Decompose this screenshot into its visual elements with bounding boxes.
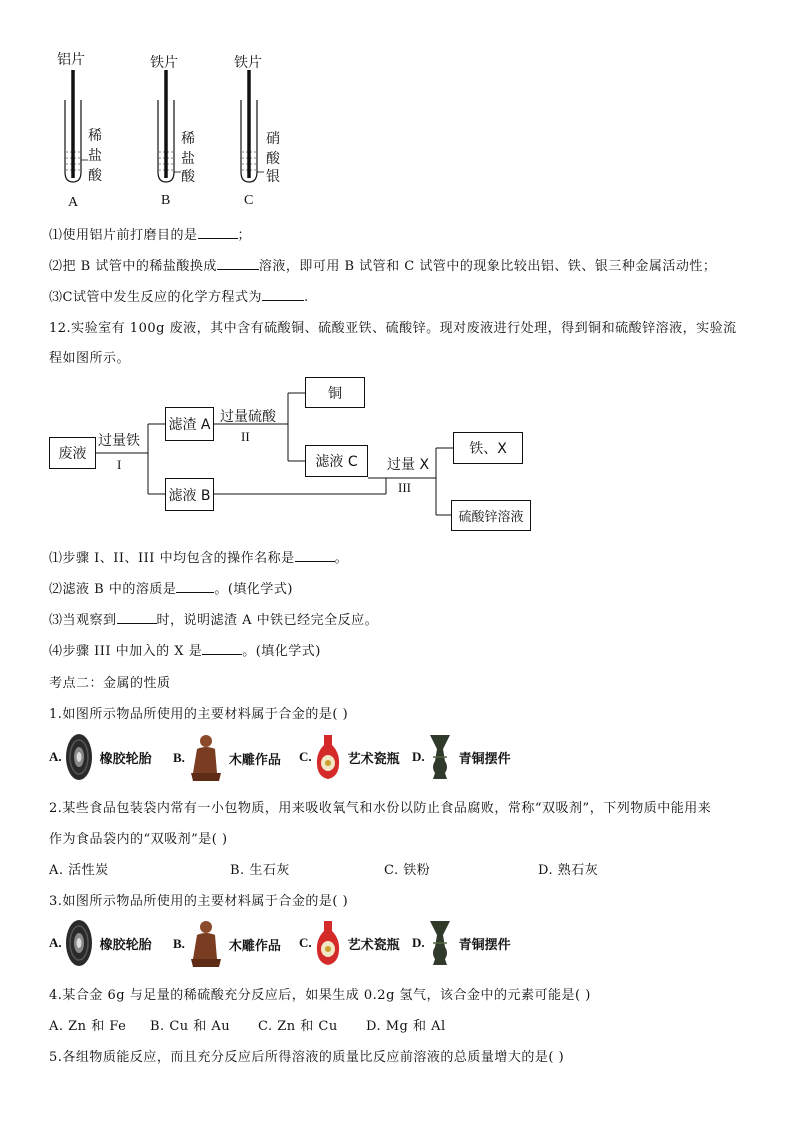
q12-sub2-end: 。(填化学式) [214,582,293,597]
q12-sub1-text: ⑴步骤 I、II、III 中均包含的操作名称是 [49,551,295,566]
mq4-option-b[interactable]: B. Cu 和 Au [150,1019,231,1034]
wood-carving-icon [187,733,223,783]
flow-step3-label: 过量 X [387,457,430,473]
bronze-ornament-icon [427,919,453,967]
porcelain-vase-icon [314,733,342,781]
wood-carving-icon [187,919,223,969]
option-letter: B. [173,936,185,951]
tube-letter-a: A [68,195,79,210]
q12-sub3-end: 时，说明滤渣 A 中铁已经完全反应。 [156,613,379,628]
answer-blank[interactable] [295,549,335,562]
flow-step2-label: 过量硫酸 [220,409,276,425]
label-iron-strip-c: 铁片 [234,55,262,71]
liquid-a-char1: 稀 [88,128,102,144]
option-letter: A. [49,935,62,950]
mq2-option-a[interactable]: A. 活性炭 [49,863,109,878]
q12-sub4-end: 。(填化学式) [242,644,321,659]
flow-step2-num: II [241,429,250,444]
option-name: 艺术瓷瓶 [347,751,400,767]
tube-letter-b: B [161,193,171,208]
q12-sub1-end: 。 [334,551,349,566]
mq1-stem: 1.如图所示物品所使用的主要材料属于合金的是( ) [49,707,349,722]
option-name: 青铜摆件 [458,937,511,953]
mq3-option-a[interactable] [49,919,152,967]
liquid-b-char3: 酸 [181,169,195,185]
mq4-option-c[interactable]: C. Zn 和 Cu [258,1019,338,1034]
flow-box-copper: 铜 [305,377,365,408]
liquid-b-char1: 稀 [181,131,195,147]
flow-step3-num: III [398,480,411,495]
porcelain-vase-icon [314,919,342,967]
liquid-a-char2: 盐 [88,148,102,164]
flow-step1-label: 过量铁 [98,433,140,449]
flow-box-filtrate-b: 滤液 B [165,478,214,511]
option-name: 木雕作品 [228,752,281,768]
q12-sub2-text: ⑵滤液 B 中的溶质是 [49,582,177,597]
section-heading: 考点二：金属的性质 [49,676,171,691]
q11-part2-text: ⑵把 B 试管中的稀盐酸换成 [49,259,217,274]
option-name: 木雕作品 [228,938,281,954]
answer-blank[interactable] [176,580,214,593]
flow-box-residue-a: 滤渣 A [165,407,214,441]
q12-sub2 [49,578,293,597]
liquid-a-char3: 酸 [88,168,102,184]
liquid-c-char2: 酸 [266,151,280,167]
q12-stem-line2: 程如图所示。 [49,351,131,366]
option-name: 橡胶轮胎 [99,751,152,767]
answer-blank[interactable] [117,611,157,624]
mq3-stem: 3.如图所示物品所使用的主要材料属于合金的是( ) [49,894,349,909]
tire-icon [64,919,94,967]
mq3-option-d[interactable] [412,919,511,967]
option-letter: D. [412,749,425,764]
liquid-c-char1: 硝 [266,131,280,147]
bronze-ornament-icon [427,733,453,781]
mq2-option-b[interactable]: B. 生石灰 [230,863,290,878]
option-letter: C. [299,749,312,764]
mq2-stem-line1: 2.某些食品包装袋内常有一小包物质，用来吸收氧气和水份以防止食品腐败，常称“双吸剂”，下列物质中能用来 [49,801,712,816]
option-letter: D. [412,935,425,950]
label-iron-strip-b: 铁片 [150,55,178,71]
mq5-stem: 5.各组物质能反应，而且充分反应后所得溶液的质量比反应前溶液的总质量增大的是( ) [49,1050,565,1065]
mq3-option-c[interactable] [299,919,400,967]
flow-box-fe-x: 铁、X [453,432,523,464]
liquid-c-char3: 银 [266,169,280,185]
q12-sub3-text: ⑶当观察到 [49,613,117,628]
q11-part1-text: ⑴使用铝片前打磨目的是 [49,228,198,243]
q11-part2-end: 溶液，即可用 B 试管和 C 试管中的现象比较出铝、铁、银三种金属活动性； [258,259,717,274]
q11-part3-text: ⑶C试管中发生反应的化学方程式为 [49,290,262,305]
flow-box-waste: 废液 [49,437,96,469]
flow-box-filtrate-c: 滤液 C [305,445,368,477]
option-name: 橡胶轮胎 [99,937,152,953]
mq2-option-c[interactable]: C. 铁粉 [384,863,431,878]
mq1-option-c[interactable] [299,733,400,781]
mq1-option-a[interactable] [49,733,152,781]
flow-box-znso4: 硫酸锌溶液 [451,500,531,531]
mq2-stem-line2: 作为食品袋内的“双吸剂”是( ) [49,832,228,847]
mq3-option-b[interactable] [173,919,281,969]
tire-icon [64,733,94,781]
option-name: 艺术瓷瓶 [347,937,400,953]
q12-sub1 [49,547,348,566]
q12-sub4 [49,640,321,659]
option-letter: A. [49,749,62,764]
mq4-option-d[interactable]: D. Mg 和 Al [366,1019,446,1034]
mq4-stem: 4.某合金 6g 与足量的稀硫酸充分反应后，如果生成 0.2g 氢气，该合金中的元素可能是( ) [49,988,591,1003]
q12-sub4-text: ⑷步骤 III 中加入的 X 是 [49,644,203,659]
option-letter: C. [299,935,312,950]
q11-part1-end: ； [237,228,252,243]
flow-step1-num: I [117,457,122,472]
mq1-option-b[interactable] [173,733,281,783]
label-aluminum-strip: 铝片 [57,52,85,68]
liquid-b-char2: 盐 [181,151,195,167]
flow-lines-svg [0,0,794,560]
q12-stem-line1: 12.实验室有 100g 废液，其中含有硫酸铜、硫酸亚铁、硫酸锌。现对废液进行处理，得到铜和硫酸锌溶液，实验流 [49,321,737,336]
option-name: 青铜摆件 [458,751,511,767]
option-letter: B. [173,750,185,765]
answer-blank[interactable] [202,642,242,655]
tube-letter-c: C [244,193,254,208]
mq2-option-d[interactable]: D. 熟石灰 [538,863,599,878]
q11-part3-end: . [303,290,309,305]
mq1-option-d[interactable] [412,733,511,781]
mq4-option-a[interactable]: A. Zn 和 Fe [49,1019,127,1034]
q12-sub3 [49,609,378,628]
